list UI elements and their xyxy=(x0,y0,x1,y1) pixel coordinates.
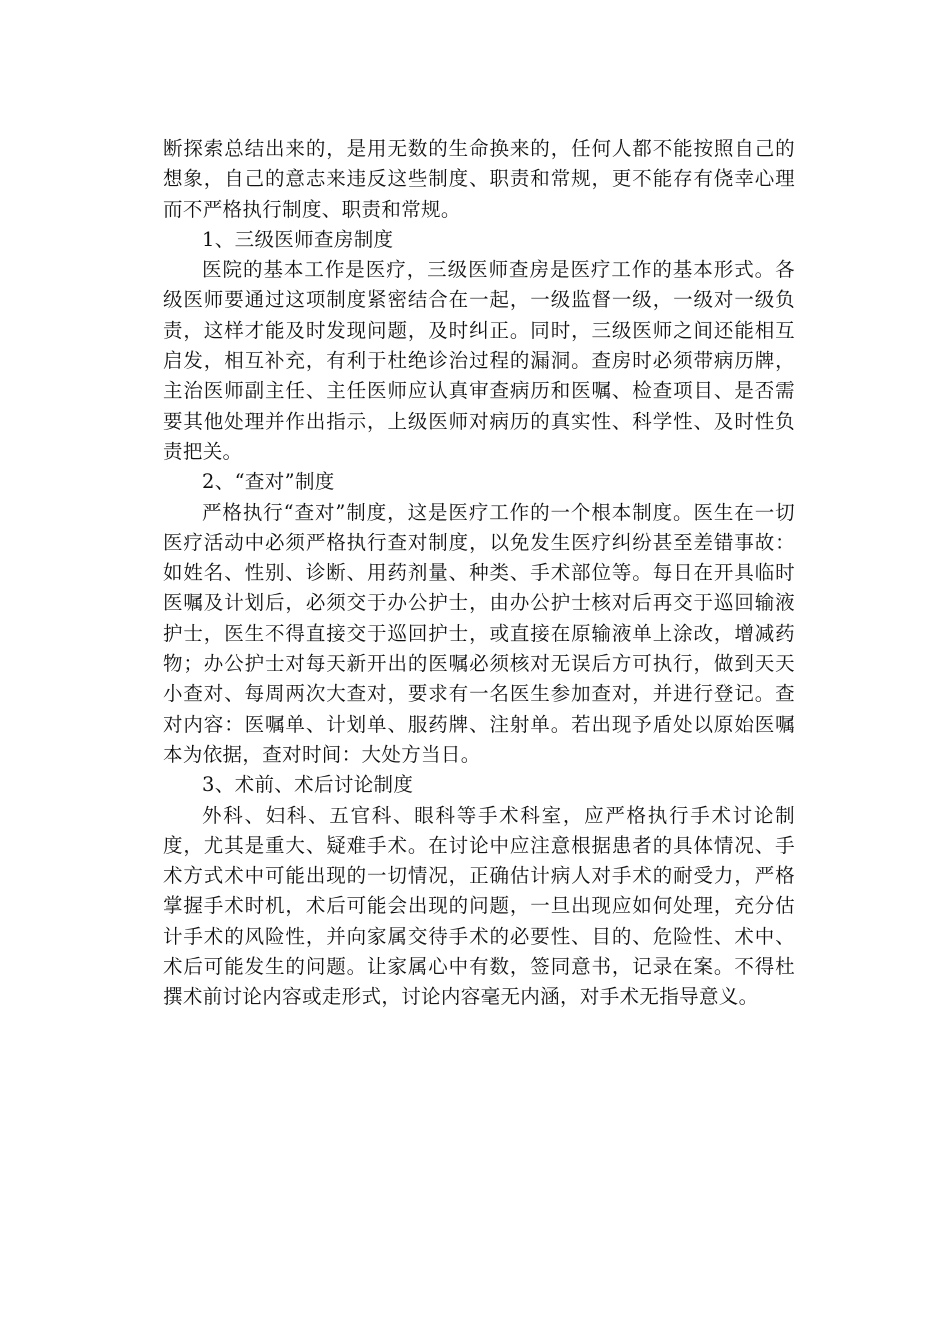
paragraph-surgery-discussion: 外科、妇科、五官科、眼科等手术科室，应严格执行手术讨论制度，尤其是重大、疑难手术。在讨论中应注意根据患者的具体情况、手术方式术中可能出现的一切情况，正确估计病人对手术的耐受力，严格掌握手术时机，术后可能会出现的问题，一旦出现应如何处理，充分估计手术的风险性，并向家属交待手术的必要性、目的、危险性、术中、术后可能发生的问题。让家属心中有数，签同意书，记录在案。不得杜撰术前讨论内容或走形式，讨论内容毫无内涵，对手术无指导意义。 xyxy=(163,803,795,1009)
paragraph-three-level-rounds: 医院的基本工作是医疗，三级医师查房是医疗工作的基本形式。各级医师要通过这项制度紧密结合在一起，一级监督一级，一级对一级负责，这样才能及时发现问题，及时纠正。同时，三级医师之间还能相互启发，相互补充，有利于杜绝诊治过程的漏洞。查房时必须带病历牌，主治医师副主任、主任医师应认真审查病历和医嘱、检查项目、是否需要其他处理并作出指示，上级医师对病历的真实性、科学性、及时性负责把关。 xyxy=(163,258,795,463)
paragraph-intro-continuation: 断探索总结出来的，是用无数的生命换来的，任何人都不能按照自己的想象，自己的意志来违反这些制度、职责和常规，更不能存有侥幸心理而不严格执行制度、职责和常规。 xyxy=(163,137,795,221)
section-heading-three-level-rounds: 1、三级医师查房制度 xyxy=(202,227,394,251)
document-body xyxy=(163,134,795,1013)
paragraph-check-system: 严格执行“查对”制度，这是医疗工作的一个根本制度。医生在一切医疗活动中必须严格执行查对制度，以免发生医疗纠纷甚至差错事故：如姓名、性别、诊断、用药剂量、种类、手术部位等。每日在开具临时医嘱及计划后，必须交于办公护士，由办公护士核对后再交于巡回输液护士，医生不得直接交于巡回护士，或直接在原输液单上涂改，增减药物；办公护士对每天新开出的医嘱必须核对无误后方可执行，做到天天小查对、每周两次大查对，要求有一名医生参加查对，并进行登记。查对内容：医嘱单、计划单、服药牌、注射单。若出现予盾处以原始医嘱本为依据，查对时间：大处方当日。 xyxy=(163,500,795,766)
section-heading-check-system: 2、“查对”制度 xyxy=(202,470,335,494)
section-heading-surgery-discussion: 3、术前、术后讨论制度 xyxy=(202,773,414,797)
